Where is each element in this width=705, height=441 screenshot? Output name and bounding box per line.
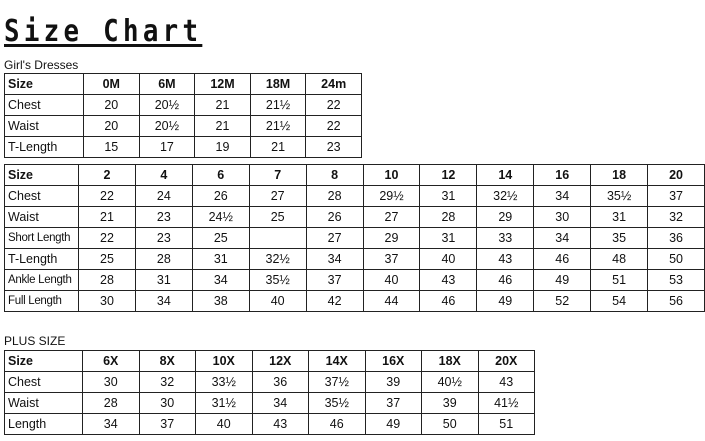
measurement-cell: 20	[84, 116, 140, 137]
measurement-cell: 31½	[196, 393, 253, 414]
measurement-cell: 21	[250, 137, 306, 158]
measurement-cell: 54	[591, 291, 648, 312]
measurement-cell: 25	[249, 207, 306, 228]
measurement-cell: 46	[534, 249, 591, 270]
measurement-cell: 36	[252, 372, 309, 393]
table-header-row	[5, 165, 705, 186]
size-heading: 12	[420, 165, 477, 186]
measurement-cell: 34	[534, 228, 591, 249]
row-label: Full Length	[5, 291, 79, 312]
measurement-cell: 27	[306, 228, 363, 249]
plus-size-caption: PLUS SIZE	[4, 334, 66, 348]
measurement-cell: 26	[192, 186, 249, 207]
measurement-cell: 34	[534, 186, 591, 207]
measurement-cell: 24	[135, 186, 192, 207]
measurement-cell: 46	[420, 291, 477, 312]
row-label: Chest	[5, 372, 83, 393]
measurement-cell: 40½	[422, 372, 479, 393]
table-row	[5, 414, 535, 435]
size-heading: 20	[648, 165, 705, 186]
measurement-cell: 28	[79, 270, 136, 291]
measurement-cell: 35½	[249, 270, 306, 291]
row-label: Length	[5, 414, 83, 435]
measurement-cell: 32½	[249, 249, 306, 270]
table-row	[5, 393, 535, 414]
table-row	[5, 116, 362, 137]
size-heading: 2	[79, 165, 136, 186]
measurement-cell: 28	[135, 249, 192, 270]
table-row	[5, 372, 535, 393]
size-heading: 18X	[422, 351, 479, 372]
size-heading: 20X	[478, 351, 535, 372]
measurement-cell: 26	[306, 207, 363, 228]
measurement-cell: 40	[420, 249, 477, 270]
measurement-cell: 43	[477, 249, 534, 270]
row-label: Ankle Length	[5, 270, 79, 291]
measurement-cell: 20½	[139, 116, 195, 137]
measurement-cell	[249, 228, 306, 249]
size-heading: 18M	[250, 74, 306, 95]
measurement-cell: 21	[79, 207, 136, 228]
measurement-cell: 27	[363, 207, 420, 228]
table-row	[5, 270, 705, 291]
measurement-cell: 37	[648, 186, 705, 207]
size-heading: 4	[135, 165, 192, 186]
measurement-cell: 31	[420, 186, 477, 207]
table-row	[5, 249, 705, 270]
measurement-cell: 44	[363, 291, 420, 312]
measurement-cell: 30	[534, 207, 591, 228]
measurement-cell: 25	[79, 249, 136, 270]
measurement-cell: 29	[477, 207, 534, 228]
measurement-cell: 24½	[192, 207, 249, 228]
measurement-cell: 50	[422, 414, 479, 435]
measurement-cell: 43	[420, 270, 477, 291]
measurement-cell: 46	[309, 414, 366, 435]
measurement-cell: 40	[249, 291, 306, 312]
measurement-cell: 42	[306, 291, 363, 312]
measurement-cell: 30	[83, 372, 140, 393]
measurement-cell: 39	[365, 372, 422, 393]
plus-size-table	[4, 350, 535, 435]
measurement-cell: 32	[139, 372, 196, 393]
measurement-cell: 27	[249, 186, 306, 207]
measurement-cell: 37	[365, 393, 422, 414]
row-label: Chest	[5, 186, 79, 207]
table-header-row	[5, 351, 535, 372]
measurement-cell: 49	[534, 270, 591, 291]
row-label: Waist	[5, 393, 83, 414]
measurement-cell: 20	[84, 95, 140, 116]
measurement-cell: 22	[79, 186, 136, 207]
measurement-cell: 51	[478, 414, 535, 435]
measurement-cell: 29½	[363, 186, 420, 207]
measurement-cell: 28	[420, 207, 477, 228]
measurement-cell: 35	[591, 228, 648, 249]
table-row	[5, 95, 362, 116]
measurement-cell: 23	[135, 207, 192, 228]
size-heading: 8	[306, 165, 363, 186]
measurement-cell: 31	[192, 249, 249, 270]
measurement-cell: 35½	[591, 186, 648, 207]
measurement-cell: 20½	[139, 95, 195, 116]
measurement-cell: 28	[83, 393, 140, 414]
size-heading: 8X	[139, 351, 196, 372]
measurement-cell: 21½	[250, 95, 306, 116]
size-heading: 10	[363, 165, 420, 186]
size-heading: 14	[477, 165, 534, 186]
measurement-cell: 30	[79, 291, 136, 312]
size-heading: 24m	[306, 74, 362, 95]
measurement-cell: 21	[195, 116, 251, 137]
measurement-cell: 50	[648, 249, 705, 270]
row-label: T-Length	[5, 249, 79, 270]
size-heading: 16	[534, 165, 591, 186]
measurement-cell: 41½	[478, 393, 535, 414]
row-label: Waist	[5, 116, 84, 137]
measurement-cell: 22	[79, 228, 136, 249]
measurement-cell: 32½	[477, 186, 534, 207]
size-heading: 6	[192, 165, 249, 186]
measurement-cell: 46	[477, 270, 534, 291]
measurement-cell: 49	[365, 414, 422, 435]
table-row	[5, 291, 705, 312]
measurement-cell: 53	[648, 270, 705, 291]
measurement-cell: 37½	[309, 372, 366, 393]
measurement-cell: 40	[196, 414, 253, 435]
row-label: T-Length	[5, 137, 84, 158]
measurement-cell: 38	[192, 291, 249, 312]
size-heading: 6X	[83, 351, 140, 372]
row-label: Short Length	[5, 228, 79, 249]
measurement-cell: 39	[422, 393, 479, 414]
size-heading: 7	[249, 165, 306, 186]
measurement-cell: 21½	[250, 116, 306, 137]
measurement-cell: 56	[648, 291, 705, 312]
measurement-cell: 40	[363, 270, 420, 291]
measurement-cell: 34	[83, 414, 140, 435]
measurement-cell: 34	[192, 270, 249, 291]
size-heading: 12X	[252, 351, 309, 372]
measurement-cell: 37	[363, 249, 420, 270]
measurement-cell: 19	[195, 137, 251, 158]
measurement-cell: 22	[306, 116, 362, 137]
table-header-row	[5, 74, 362, 95]
row-label-heading: Size	[5, 351, 83, 372]
measurement-cell: 22	[306, 95, 362, 116]
page-title: Size Chart	[4, 14, 203, 49]
measurement-cell: 25	[192, 228, 249, 249]
measurement-cell: 43	[252, 414, 309, 435]
measurement-cell: 35½	[309, 393, 366, 414]
size-heading: 16X	[365, 351, 422, 372]
measurement-cell: 15	[84, 137, 140, 158]
measurement-cell: 37	[306, 270, 363, 291]
girls-dresses-caption: Girl's Dresses	[4, 58, 79, 72]
measurement-cell: 36	[648, 228, 705, 249]
size-heading: 18	[591, 165, 648, 186]
measurement-cell: 34	[135, 291, 192, 312]
measurement-cell: 32	[648, 207, 705, 228]
measurement-cell: 49	[477, 291, 534, 312]
table-row	[5, 186, 705, 207]
row-label: Waist	[5, 207, 79, 228]
measurement-cell: 31	[420, 228, 477, 249]
measurement-cell: 17	[139, 137, 195, 158]
table-row	[5, 137, 362, 158]
size-heading: 12M	[195, 74, 251, 95]
measurement-cell: 23	[306, 137, 362, 158]
measurement-cell: 31	[135, 270, 192, 291]
measurement-cell: 29	[363, 228, 420, 249]
measurement-cell: 33	[477, 228, 534, 249]
measurement-cell: 43	[478, 372, 535, 393]
measurement-cell: 48	[591, 249, 648, 270]
row-label-heading: Size	[5, 74, 84, 95]
measurement-cell: 23	[135, 228, 192, 249]
row-label: Chest	[5, 95, 84, 116]
size-heading: 14X	[309, 351, 366, 372]
measurement-cell: 30	[139, 393, 196, 414]
baby-size-table	[4, 73, 362, 158]
size-heading: 6M	[139, 74, 195, 95]
measurement-cell: 28	[306, 186, 363, 207]
measurement-cell: 37	[139, 414, 196, 435]
girls-size-table	[4, 164, 705, 312]
measurement-cell: 52	[534, 291, 591, 312]
table-row	[5, 207, 705, 228]
size-heading: 10X	[196, 351, 253, 372]
table-row	[5, 228, 705, 249]
measurement-cell: 34	[306, 249, 363, 270]
measurement-cell: 33½	[196, 372, 253, 393]
row-label-heading: Size	[5, 165, 79, 186]
size-heading: 0M	[84, 74, 140, 95]
measurement-cell: 51	[591, 270, 648, 291]
measurement-cell: 34	[252, 393, 309, 414]
measurement-cell: 21	[195, 95, 251, 116]
measurement-cell: 31	[591, 207, 648, 228]
